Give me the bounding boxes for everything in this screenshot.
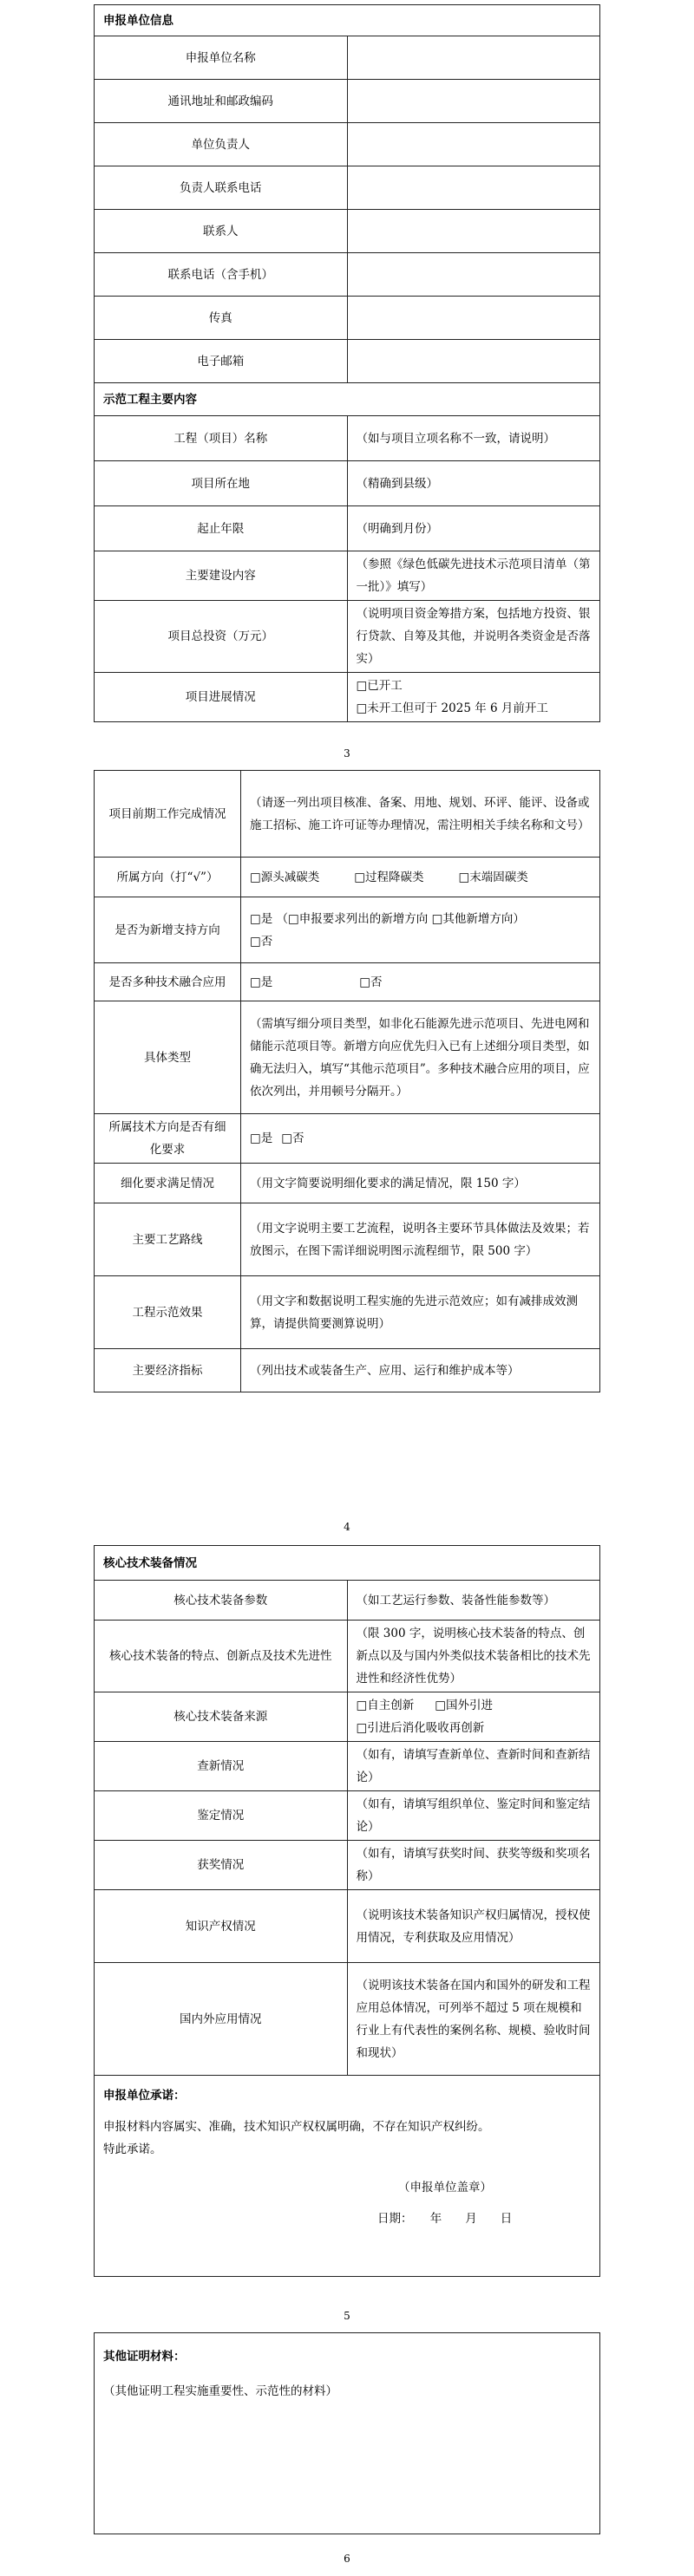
project-location-field[interactable]: （精确到县级） bbox=[347, 461, 600, 506]
field-label: 申报单位名称 bbox=[95, 36, 348, 80]
checkbox-re-innovation[interactable]: □引进后消化吸收再创新 bbox=[356, 1721, 485, 1735]
field-label: 项目进展情况 bbox=[95, 673, 348, 722]
refined-req-options bbox=[241, 1114, 600, 1164]
checkbox-fusion-yes[interactable]: □是 bbox=[250, 975, 273, 989]
field-label: 鉴定情况 bbox=[95, 1791, 348, 1841]
specific-type-field[interactable]: （需填写细分项目类型，如非化石能源先进示范项目、先进电网和储能示范项目等。新增方向应优先归入已有上述细分项目类型，如确无法归入，填写“其他示范项目”。多种技术融合应用的项目，应依次列出，并用顿号分隔开。） bbox=[241, 1001, 600, 1114]
address-postcode-field[interactable] bbox=[347, 80, 600, 123]
field-label: 项目总投资（万元） bbox=[95, 601, 348, 673]
seal-label: （申报单位盖章） bbox=[398, 2181, 492, 2194]
field-label: 工程（项目）名称 bbox=[95, 416, 348, 461]
field-label: 项目前期工作完成情况 bbox=[95, 771, 241, 858]
economic-indicators-field[interactable]: （列出技术或装备生产、应用、运行和维护成本等） bbox=[241, 1349, 600, 1392]
tech-params-field[interactable]: （如工艺运行参数、装备性能参数等） bbox=[347, 1581, 600, 1621]
tech-features-field[interactable]: （限 300 字，说明核心技术装备的特点、创新点以及与国内外类似技术装备相比的技术先进性和经济性优势） bbox=[347, 1621, 600, 1692]
fusion-options bbox=[241, 963, 600, 1001]
other-evidence-hint: （其他证明工程实施重要性、示范性的材料） bbox=[103, 2384, 337, 2398]
ip-field[interactable]: （说明该技术装备知识产权归属情况，授权使用情况，专利获取及应用情况） bbox=[347, 1890, 600, 1963]
direction-options bbox=[241, 858, 600, 897]
appraisal-field[interactable]: （如有，请填写组织单位、鉴定时间和鉴定结论） bbox=[347, 1791, 600, 1841]
field-label: 通讯地址和邮政编码 bbox=[95, 80, 348, 123]
novelty-search-field[interactable]: （如有，请填写查新单位、查新时间和查新结论） bbox=[347, 1742, 600, 1791]
project-period-field[interactable]: （明确到月份） bbox=[347, 506, 600, 551]
field-label: 是否为新增支持方向 bbox=[95, 897, 241, 963]
application-field[interactable]: （说明该技术装备在国内和国外的研发和工程应用总体情况，可列举不超过 5 项在规模和行业上有代表性的案例名称、规模、验收时间和现状） bbox=[347, 1963, 600, 2076]
commitment-text: 申报材料内容属实、准确，技术知识产权权属明确，不存在知识产权纠纷。 bbox=[103, 2120, 490, 2134]
field-label: 工程示范效果 bbox=[95, 1276, 241, 1349]
field-label: 具体类型 bbox=[95, 1001, 241, 1114]
field-label: 起止年限 bbox=[95, 506, 348, 551]
checkbox-started[interactable]: □已开工 bbox=[356, 679, 403, 693]
form-table-core-tech bbox=[94, 1545, 600, 2277]
field-label: 主要工艺路线 bbox=[95, 1203, 241, 1276]
page-number: 5 bbox=[344, 2310, 350, 2322]
new-direction-options bbox=[241, 897, 600, 963]
field-label: 主要建设内容 bbox=[95, 551, 348, 601]
field-label: 核心技术装备来源 bbox=[95, 1692, 348, 1742]
field-label: 传真 bbox=[95, 297, 348, 340]
checkbox-fusion-no[interactable]: □否 bbox=[359, 975, 383, 989]
section-title-core-tech: 核心技术装备情况 bbox=[95, 1546, 600, 1581]
section-title-applicant: 申报单位信息 bbox=[95, 5, 600, 36]
total-investment-field[interactable]: （说明项目资金筹措方案，包括地方投资、银行贷款、自筹及其他，并说明各类资金是否落实） bbox=[347, 601, 600, 673]
page-number: 6 bbox=[344, 2553, 350, 2565]
commitment-block bbox=[95, 2076, 600, 2277]
tech-source-options bbox=[347, 1692, 600, 1742]
checkbox-refined-no[interactable]: □否 bbox=[281, 1131, 304, 1145]
process-route-field[interactable]: （用文字说明主要工艺流程，说明各主要环节具体做法及效果；若放图示，在图下需详细说明图示流程细节，限 500 字） bbox=[241, 1203, 600, 1276]
refined-req-field[interactable]: （用文字简要说明细化要求的满足情况，限 150 字） bbox=[241, 1164, 600, 1203]
checkbox-end-fixation[interactable]: □末端固碳类 bbox=[458, 870, 528, 884]
field-label: 联系电话（含手机） bbox=[95, 253, 348, 297]
date-line: 日期： 年 月 日 bbox=[377, 2212, 513, 2226]
commitment-title: 申报单位承诺： bbox=[103, 2089, 186, 2103]
progress-options bbox=[347, 673, 600, 722]
field-label: 所属技术方向是否有细化要求 bbox=[95, 1114, 241, 1164]
page-number: 3 bbox=[344, 747, 350, 760]
field-label: 知识产权情况 bbox=[95, 1890, 348, 1963]
contact-phone-field[interactable] bbox=[347, 253, 600, 297]
email-field[interactable] bbox=[347, 340, 600, 383]
checkbox-source-reduction[interactable]: □源头减碳类 bbox=[250, 870, 320, 884]
field-label: 国内外应用情况 bbox=[95, 1963, 348, 2076]
project-name-field[interactable]: （如与项目立项名称不一致，请说明） bbox=[347, 416, 600, 461]
other-evidence-block[interactable] bbox=[95, 2333, 600, 2534]
checkbox-foreign-import[interactable]: □国外引进 bbox=[435, 1699, 494, 1712]
awards-field[interactable]: （如有，请填写获奖时间、获奖等级和奖项名称） bbox=[347, 1841, 600, 1890]
field-label: 电子邮箱 bbox=[95, 340, 348, 383]
field-label: 联系人 bbox=[95, 210, 348, 253]
field-label: 主要经济指标 bbox=[95, 1349, 241, 1392]
section-title-project: 示范工程主要内容 bbox=[95, 383, 600, 416]
checkbox-not-started[interactable]: □未开工但可于 2025 年 6 月前开工 bbox=[356, 701, 548, 715]
commitment-closing: 特此承诺。 bbox=[103, 2142, 162, 2156]
field-label: 单位负责人 bbox=[95, 123, 348, 166]
demo-effect-field[interactable]: （用文字和数据说明工程实施的先进示范效应；如有减排成效测算，请提供简要测算说明） bbox=[241, 1276, 600, 1349]
field-label: 是否多种技术融合应用 bbox=[95, 963, 241, 1001]
form-table-other-evidence bbox=[94, 2332, 600, 2534]
field-label: 细化要求满足情况 bbox=[95, 1164, 241, 1203]
construction-content-field[interactable]: （参照《绿色低碳先进技术示范项目清单（第一批）》填写） bbox=[347, 551, 600, 601]
checkbox-process-reduction[interactable]: □过程降碳类 bbox=[354, 870, 424, 884]
field-label: 项目所在地 bbox=[95, 461, 348, 506]
field-label: 负责人联系电话 bbox=[95, 166, 348, 210]
field-label: 核心技术装备的特点、创新点及技术先进性 bbox=[95, 1621, 348, 1692]
preliminary-work-field[interactable]: （请逐一列出项目核准、备案、用地、规划、环评、能评、设备或施工招标、施工许可证等办理情况，需注明相关手续名称和文号） bbox=[241, 771, 600, 858]
checkbox-new-direction-yes[interactable]: □是 （□申报要求列出的新增方向 □其他新增方向） bbox=[250, 911, 525, 926]
checkbox-new-direction-no[interactable]: □否 bbox=[250, 934, 273, 949]
checkbox-self-innovation[interactable]: □自主创新 bbox=[356, 1699, 415, 1712]
contact-person-field[interactable] bbox=[347, 210, 600, 253]
field-label: 查新情况 bbox=[95, 1742, 348, 1791]
page-number: 4 bbox=[344, 1521, 350, 1533]
other-evidence-title: 其他证明材料： bbox=[103, 2350, 186, 2364]
field-label: 获奖情况 bbox=[95, 1841, 348, 1890]
field-label: 核心技术装备参数 bbox=[95, 1581, 348, 1621]
applicant-name-field[interactable] bbox=[347, 36, 600, 80]
checkbox-refined-yes[interactable]: □是 bbox=[250, 1131, 273, 1145]
field-label: 所属方向（打“√”） bbox=[95, 858, 241, 897]
leader-phone-field[interactable] bbox=[347, 166, 600, 210]
unit-leader-field[interactable] bbox=[347, 123, 600, 166]
form-table-applicant bbox=[94, 4, 600, 722]
fax-field[interactable] bbox=[347, 297, 600, 340]
form-table-project-details bbox=[94, 770, 600, 1392]
